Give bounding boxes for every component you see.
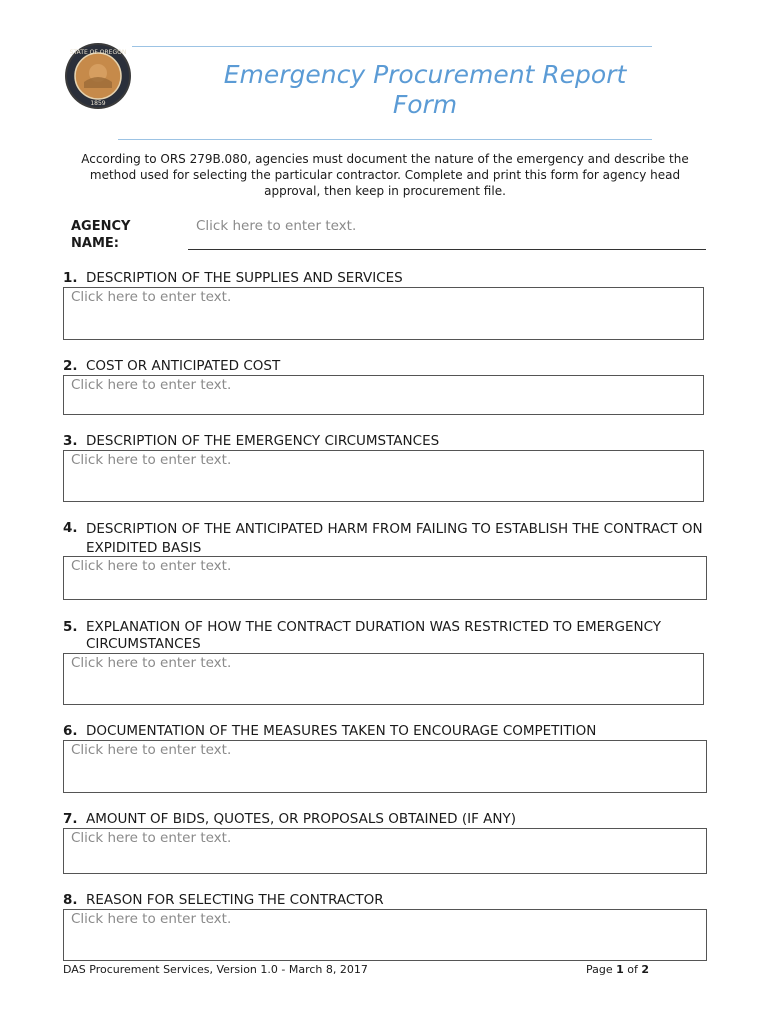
question-7-label xyxy=(63,811,713,828)
question-5-label xyxy=(63,619,713,653)
question-number: 8. xyxy=(63,892,78,908)
question-number: 6. xyxy=(63,723,78,739)
question-text: AMOUNT OF BIDS, QUOTES, OR PROPOSALS OBTAINED (IF ANY) xyxy=(86,811,516,827)
question-3-label xyxy=(63,433,713,450)
question-number: 2. xyxy=(63,358,78,374)
question-text: COST OR ANTICIPATED COST xyxy=(86,358,281,374)
question-3-field[interactable]: Click here to enter text. xyxy=(63,450,704,502)
page-title xyxy=(200,60,650,120)
question-2-field[interactable]: Click here to enter text. xyxy=(63,375,704,415)
page-current: 1 xyxy=(616,963,624,976)
question-text: DESCRIPTION OF THE EMERGENCY CIRCUMSTANCES xyxy=(86,433,440,449)
title-line-1: Emergency Procurement Report xyxy=(223,60,627,89)
question-4-field[interactable]: Click here to enter text. xyxy=(63,556,707,600)
question-5-field[interactable]: Click here to enter text. xyxy=(63,653,704,705)
question-2-label xyxy=(63,358,713,375)
intro-text: According to ORS 279B.080, agencies must document the nature of the emergency and describe the method used for selecting the particular contractor. Complete and print this form for agency head approval, then keep in procurement file. xyxy=(81,152,689,198)
question-text: DOCUMENTATION OF THE MEASURES TAKEN TO ENCOURAGE COMPETITION xyxy=(86,723,597,739)
page-word: Page xyxy=(586,963,613,976)
question-text: REASON FOR SELECTING THE CONTRACTOR xyxy=(86,892,384,908)
header-rule-top xyxy=(132,46,652,47)
question-1-label xyxy=(63,270,713,287)
page-of: of xyxy=(627,963,638,976)
seal-text: STATE OF OREGON xyxy=(69,49,127,56)
question-number: 5. xyxy=(63,619,78,635)
agency-label-line-2: NAME: xyxy=(71,236,119,251)
question-number: 1. xyxy=(63,270,78,286)
agency-label-line-1: AGENCY xyxy=(71,219,131,234)
question-number: 7. xyxy=(63,811,78,827)
question-8-field[interactable]: Click here to enter text. xyxy=(63,909,707,961)
question-number: 4. xyxy=(63,520,78,536)
oregon-state-seal xyxy=(64,42,132,110)
footer-version: DAS Procurement Services, Version 1.0 - March 8, 2017 xyxy=(63,963,368,976)
question-text: DESCRIPTION OF THE ANTICIPATED HARM FROM FAILING TO ESTABLISH THE CONTRACT ON EXPIDITED BASIS xyxy=(86,521,703,556)
question-7-field[interactable]: Click here to enter text. xyxy=(63,828,707,874)
seal-year: 1859 xyxy=(90,100,106,107)
question-4-label xyxy=(63,520,713,558)
question-text: EXPLANATION OF HOW THE CONTRACT DURATION WAS RESTRICTED TO EMERGENCY CIRCUMSTANCES xyxy=(86,619,662,652)
question-number: 3. xyxy=(63,433,78,449)
footer-page-number xyxy=(586,963,649,977)
agency-name-label xyxy=(71,218,181,252)
question-6-field[interactable]: Click here to enter text. xyxy=(63,740,707,793)
question-8-label xyxy=(63,892,713,909)
question-1-field[interactable]: Click here to enter text. xyxy=(63,287,704,340)
agency-name-field[interactable]: Click here to enter text. xyxy=(188,216,706,250)
header-rule-bottom xyxy=(118,139,652,140)
question-6-label xyxy=(63,723,713,740)
page-total: 2 xyxy=(641,963,650,976)
question-text: DESCRIPTION OF THE SUPPLIES AND SERVICES xyxy=(86,270,403,286)
title-line-2: Form xyxy=(392,90,458,119)
